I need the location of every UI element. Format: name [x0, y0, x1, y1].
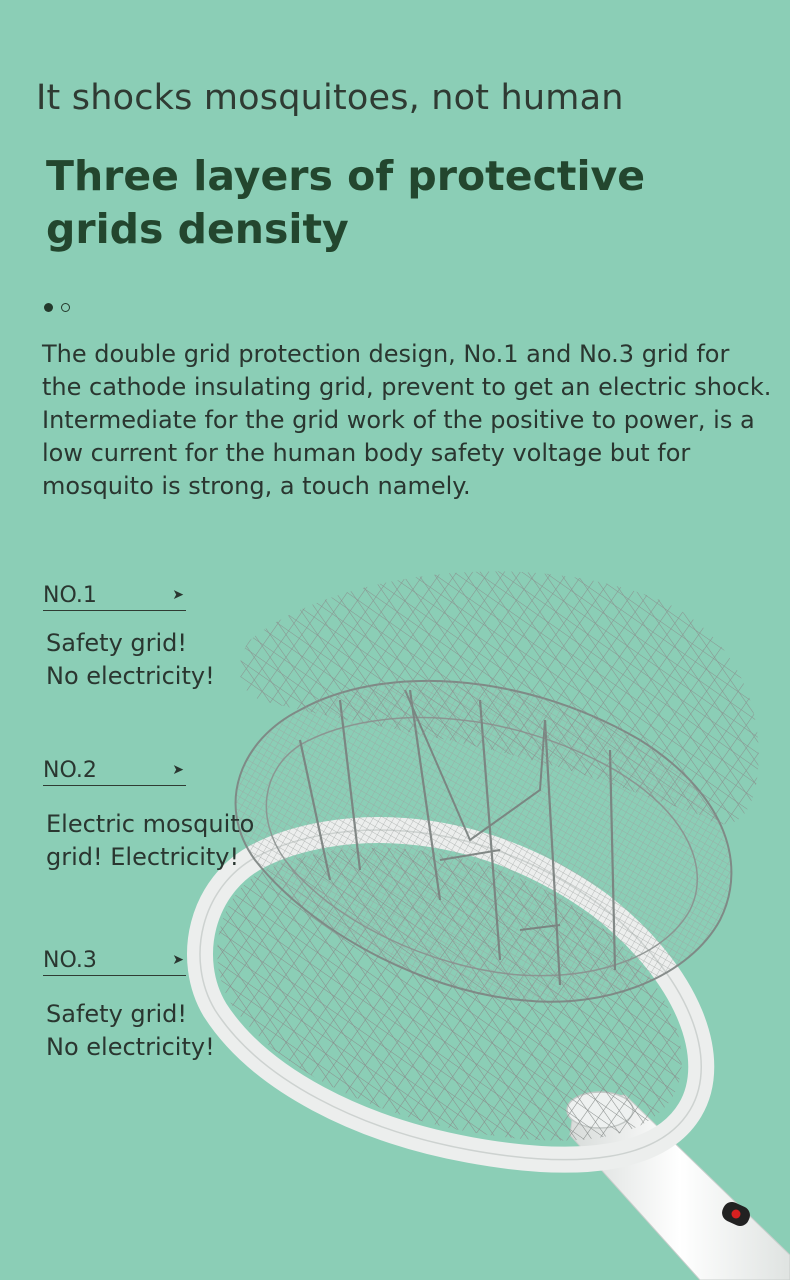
layer-line-1: Safety grid!	[46, 1000, 188, 1028]
layer-label-1: NO.1	[43, 582, 97, 608]
arrow-right-icon: ➤	[172, 952, 184, 968]
layer-label-2: NO.2	[43, 757, 97, 783]
title-line-2: grids density	[46, 205, 349, 253]
pager-dot-active[interactable]	[44, 303, 53, 312]
description-paragraph-2: Intermediate for the grid work of the positive to power, is a low current for the human body safety voltage but for mosquito is strong, a touch namely.	[42, 406, 755, 500]
description	[42, 338, 772, 503]
layer-text-1	[46, 627, 273, 693]
layer-line-1: Electric mosquito	[46, 810, 255, 838]
layer-line-1: Safety grid!	[46, 629, 188, 657]
title-line-1: Three layers of protective	[46, 152, 646, 200]
layer-callout-1	[43, 580, 273, 693]
layer-line-2: grid! Electricity!	[46, 843, 240, 871]
layer-heading-3	[43, 945, 186, 976]
pager-dot-inactive[interactable]	[61, 303, 70, 312]
layer-callout-3	[43, 945, 273, 1064]
arrow-right-icon: ➤	[172, 587, 184, 603]
description-paragraph-1: The double grid protection design, No.1 and No.3 grid for the cathode insulating grid, prevent to get an electric shock.	[42, 340, 772, 401]
layer-callout-2	[43, 755, 273, 874]
page-title	[46, 150, 646, 256]
arrow-right-icon: ➤	[172, 762, 184, 778]
layer-line-2: No electricity!	[46, 662, 215, 690]
pager-dots-icon[interactable]	[44, 303, 70, 312]
layer-text-3	[46, 998, 273, 1064]
layer-line-2: No electricity!	[46, 1033, 215, 1061]
layer-heading-1	[43, 580, 186, 611]
layer-heading-2	[43, 755, 186, 786]
layer-label-3: NO.3	[43, 947, 97, 973]
layer-text-2	[46, 808, 273, 874]
subtitle: It shocks mosquitoes, not human	[36, 78, 624, 118]
